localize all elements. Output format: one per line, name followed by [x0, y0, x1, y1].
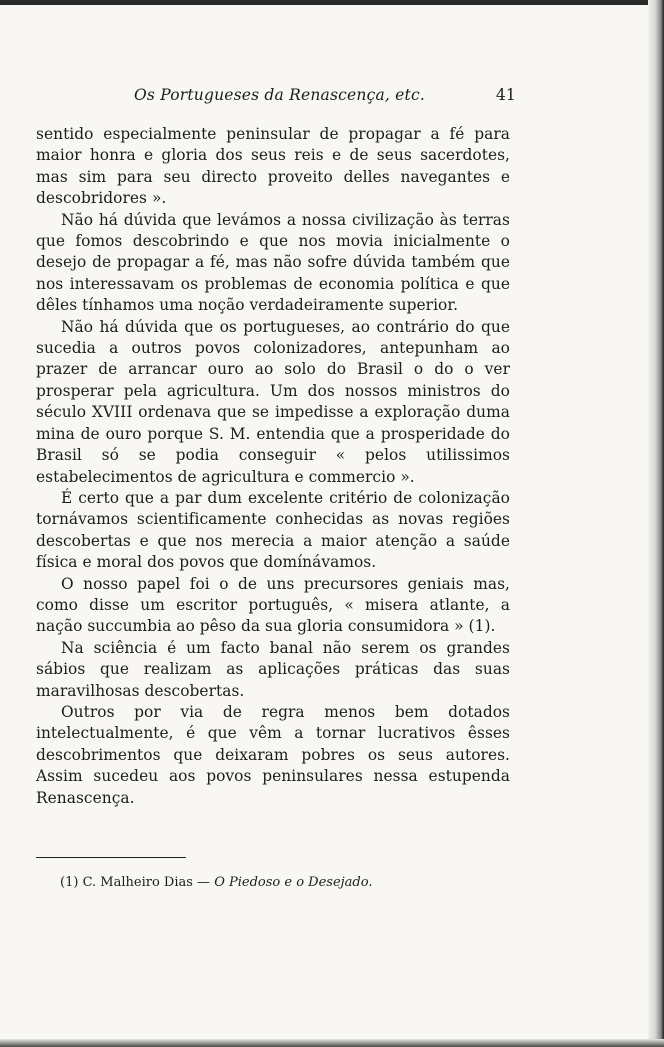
scan-bottom-edge: [0, 1039, 664, 1047]
scan-top-edge: [0, 0, 664, 5]
footnote-rule: [36, 857, 186, 858]
running-title: Os Portugueses da Renascença, etc.: [134, 86, 425, 104]
footnote: [60, 875, 500, 890]
footnote-marker: (1): [60, 875, 79, 890]
footnote-author: C. Malheiro Dias —: [82, 875, 211, 890]
body-text: [36, 124, 510, 809]
paragraph: O nosso papel foi o de uns precursores geniais mas, como disse um escritor português, « misera atlante, a nação succumbia ao pêso da sua gloria consumidora » (1).: [36, 574, 510, 636]
footnote-work: O Piedoso e o Desejado.: [214, 875, 373, 890]
paragraph: Não há dúvida que os portugueses, ao contrário do que sucedia a outros povos colonizadores, antepunham ao prazer de arrancar ouro ao solo do Brasil o do o ver prosperar pela agricultura. Um dos nossos ministros do século XVIII ordenava que se impedisse a exploração duma mina de ouro porque S. M. entendia que a prosperidade do Brasil só se podia conseguir « pelos utilissimos estabelecimentos de agricultura e commercio ».: [36, 317, 510, 486]
running-head: [36, 86, 516, 108]
scan-right-edge: [648, 0, 664, 1047]
paragraph: Não há dúvida que levámos a nossa civilização às terras que fomos descobrindo e que nos movia inicialmente o desejo de propagar a fé, mas não sofre dúvida também que nos interessavam os problemas de economia política e que dêles tínhamos uma noção verdadeiramente superior.: [36, 210, 510, 315]
paragraph: Outros por via de regra menos bem dotados intelectualmente, é que vêm a tornar lucrativos êsses descobrimentos que deixaram pobres os seus autores. Assim sucedeu aos povos peninsulares nessa estupenda Renascença.: [36, 702, 510, 807]
paragraph: É certo que a par dum excelente critério de colonização tornávamos scientificamente conhecidas as novas regiões descobertas e que nos merecia a maior atenção a saúde física e moral dos povos que domínávamos.: [36, 488, 510, 572]
page-number: 41: [495, 86, 516, 104]
paragraph: sentido especialmente peninsular de propagar a fé para maior honra e gloria dos seus reis e de seus sacerdotes, mas sim para seu directo proveito delles navegantes e descobridores ».: [36, 125, 510, 208]
paragraph: Na sciência é um facto banal não serem os grandes sábios que realizam as aplicações práticas das suas maravilhosas descobertas.: [36, 638, 510, 700]
